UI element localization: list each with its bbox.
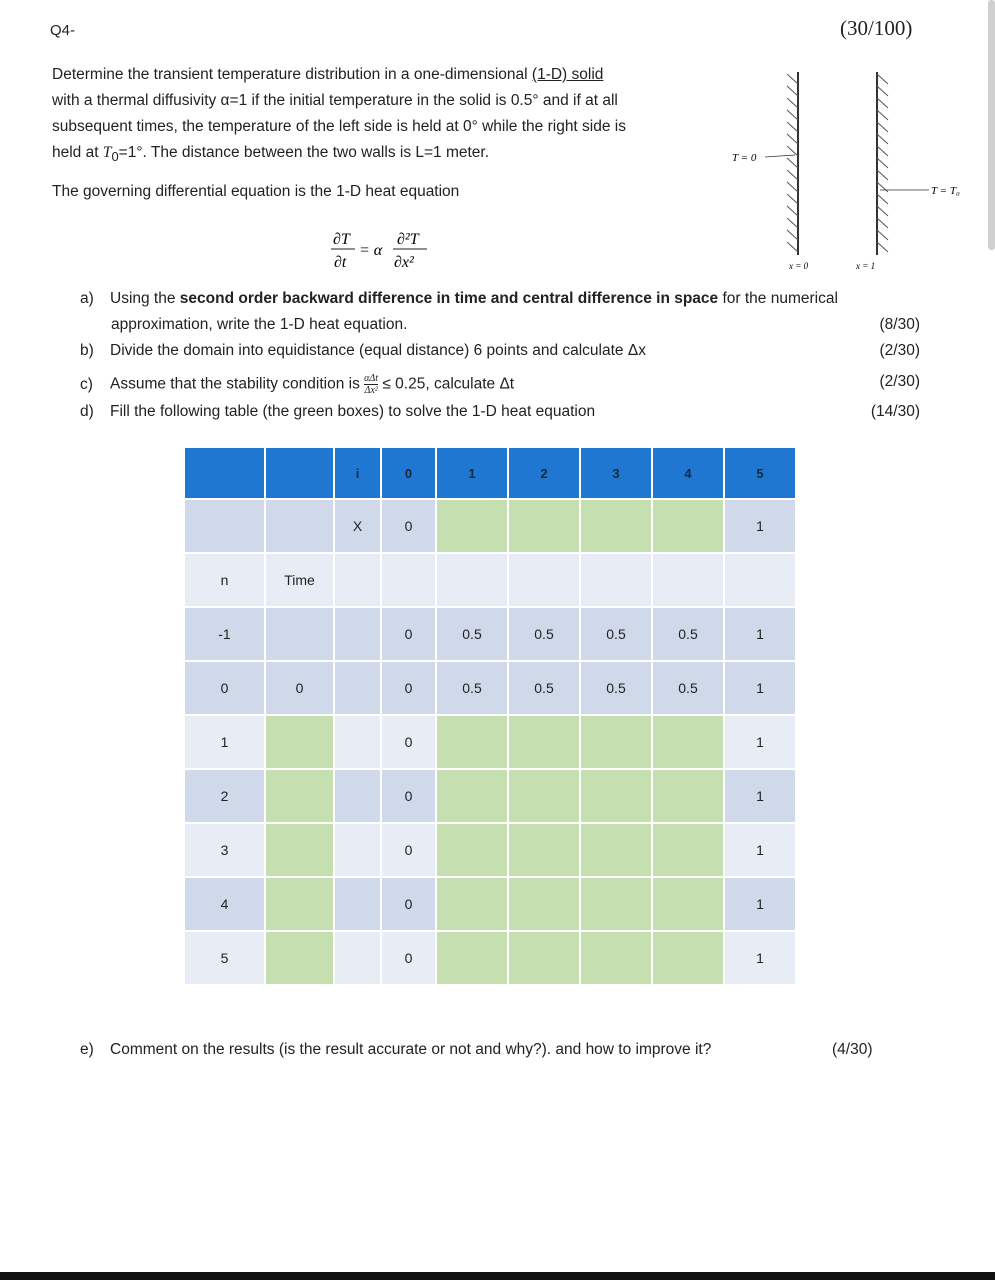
question-d xyxy=(80,403,595,421)
answer-cell[interactable] xyxy=(652,499,724,553)
table-row xyxy=(184,823,796,877)
answer-cell[interactable] xyxy=(436,931,508,985)
stability-den: Δx² xyxy=(364,385,378,396)
intro-line-2: with a thermal diffusivity α=1 if the initial temperature in the solid is 0.5° and if at all xyxy=(52,92,618,109)
table-cell: -1 xyxy=(184,607,265,661)
table-cell xyxy=(334,553,381,607)
answer-cell[interactable] xyxy=(508,931,580,985)
answer-cell[interactable] xyxy=(652,931,724,985)
table-cell: 0.5 xyxy=(436,607,508,661)
question-a-label: a) xyxy=(80,290,94,307)
table-cell xyxy=(334,769,381,823)
question-e xyxy=(80,1041,711,1059)
table-cell: 1 xyxy=(724,931,796,985)
answer-cell[interactable] xyxy=(436,499,508,553)
table-cell: 1 xyxy=(724,877,796,931)
table-cell xyxy=(334,877,381,931)
eq-equals-alpha: = α xyxy=(359,242,383,259)
table-cell: 0.5 xyxy=(508,661,580,715)
answer-cell[interactable] xyxy=(508,823,580,877)
problem-statement xyxy=(52,62,712,170)
answer-cell[interactable] xyxy=(580,931,652,985)
table-cell: 0 xyxy=(381,607,436,661)
heat-equation xyxy=(325,226,465,274)
intro-line-4-pre: held at xyxy=(52,144,103,161)
table-cell: 0.5 xyxy=(580,661,652,715)
right-wall-hatch xyxy=(877,74,888,252)
header-cell-1: 1 xyxy=(436,447,508,499)
table-cell: 0 xyxy=(265,661,334,715)
table-cell xyxy=(724,553,796,607)
eq-rhs-num: ∂²T xyxy=(397,231,419,248)
question-c xyxy=(80,373,514,396)
question-c-label: c) xyxy=(80,375,93,393)
header-cell-i: i xyxy=(334,447,381,499)
total-marks: (30/100) xyxy=(840,16,913,40)
answer-cell[interactable] xyxy=(508,715,580,769)
table-cell xyxy=(381,553,436,607)
x-label-cell: X xyxy=(334,499,381,553)
question-a-bold: second order backward difference in time and central difference in space xyxy=(179,290,719,307)
header-cell xyxy=(184,447,265,499)
table-row xyxy=(184,877,796,931)
header-cell-5: 5 xyxy=(724,447,796,499)
table-cell xyxy=(436,553,508,607)
x-row xyxy=(184,499,796,553)
question-number: Q4- xyxy=(50,22,76,39)
intro-line-1: Determine the transient temperature distribution in a one-dimensional xyxy=(52,66,532,83)
header-cell xyxy=(265,447,334,499)
answer-cell[interactable] xyxy=(652,715,724,769)
table-cell: 1 xyxy=(184,715,265,769)
answer-cell[interactable] xyxy=(508,877,580,931)
t0-symbol: T xyxy=(102,144,112,161)
answer-cell[interactable] xyxy=(580,769,652,823)
answer-cell[interactable] xyxy=(265,931,334,985)
answer-cell[interactable] xyxy=(436,877,508,931)
intro-line-3: subsequent times, the temperature of the left side is held at 0° while the right side is xyxy=(52,118,626,135)
table-cell: 1 xyxy=(724,823,796,877)
table-cell: 5 xyxy=(184,931,265,985)
question-d-label: d) xyxy=(80,403,94,420)
t0-subscript: 0 xyxy=(111,149,119,165)
question-b-text: Divide the domain into equidistance (equal distance) 6 points and calculate Δx xyxy=(110,342,646,359)
eq-rhs-den: ∂x² xyxy=(394,254,414,271)
table-cell xyxy=(265,499,334,553)
x1-label: x = 1 xyxy=(856,261,876,271)
table-cell: 0 xyxy=(381,769,436,823)
table-cell: 0.5 xyxy=(508,607,580,661)
table-cell: 4 xyxy=(184,877,265,931)
question-a-post: for the numerical xyxy=(718,290,838,307)
table-cell: 1 xyxy=(724,715,796,769)
label-row xyxy=(184,553,796,607)
x0-label: x = 0 xyxy=(789,261,809,271)
table-cell xyxy=(334,607,381,661)
table-cell: 1 xyxy=(724,769,796,823)
governing-text: The governing differential equation is the 1-D heat equation xyxy=(52,183,460,200)
question-e-label: e) xyxy=(80,1041,94,1058)
answer-cell[interactable] xyxy=(265,715,334,769)
bottom-border xyxy=(0,1272,995,1280)
question-c-post: ≤ 0.25, calculate Δt xyxy=(378,375,515,393)
table-cell: 0.5 xyxy=(436,661,508,715)
answer-cell[interactable] xyxy=(580,877,652,931)
answer-cell[interactable] xyxy=(436,823,508,877)
question-c-marks: (2/30) xyxy=(879,373,920,390)
table-cell: 1 xyxy=(724,499,796,553)
table-cell: 0 xyxy=(381,715,436,769)
answer-cell[interactable] xyxy=(580,499,652,553)
table-cell: 2 xyxy=(184,769,265,823)
table-cell xyxy=(334,661,381,715)
table-cell xyxy=(265,607,334,661)
answer-cell[interactable] xyxy=(436,769,508,823)
table-cell xyxy=(184,499,265,553)
question-b xyxy=(80,342,646,360)
table-cell xyxy=(652,553,724,607)
table-cell: 1 xyxy=(724,661,796,715)
answer-cell[interactable] xyxy=(265,769,334,823)
table-cell: 0 xyxy=(184,661,265,715)
header-cell-0: 0 xyxy=(381,447,436,499)
time-label-cell: Time xyxy=(265,553,334,607)
question-a-line-2: approximation, write the 1-D heat equation. xyxy=(111,316,408,333)
intro-underlined: (1-D) solid xyxy=(531,66,604,83)
question-b-label: b) xyxy=(80,342,94,359)
table-row xyxy=(184,931,796,985)
question-a-marks: (8/30) xyxy=(879,316,920,333)
answer-cell[interactable] xyxy=(265,877,334,931)
header-cell-2: 2 xyxy=(508,447,580,499)
table-cell: 0.5 xyxy=(652,661,724,715)
question-c-pre: Assume that the stability condition is xyxy=(110,375,365,393)
table-cell xyxy=(580,553,652,607)
table-cell: 0 xyxy=(381,499,436,553)
table-cell: 3 xyxy=(184,823,265,877)
table-row xyxy=(184,661,796,715)
table-row xyxy=(184,715,796,769)
left-temp-label: T = 0 xyxy=(732,152,757,164)
question-a-pre: Using the xyxy=(110,290,180,307)
question-e-text: Comment on the results (is the result accurate or not and why?). and how to improve it? xyxy=(110,1041,712,1058)
header-cell-4: 4 xyxy=(652,447,724,499)
table-header-row xyxy=(184,447,796,499)
solution-table xyxy=(183,446,797,986)
table-cell: 0 xyxy=(381,823,436,877)
table-cell: 1 xyxy=(724,607,796,661)
answer-cell[interactable] xyxy=(652,823,724,877)
stability-num: αΔt xyxy=(364,373,379,384)
left-wall-hatch xyxy=(787,74,798,252)
header-cell-3: 3 xyxy=(580,447,652,499)
right-temp-label: T = T₀ xyxy=(931,185,960,197)
question-b-marks: (2/30) xyxy=(879,342,920,359)
table-cell xyxy=(334,823,381,877)
answer-cell[interactable] xyxy=(508,499,580,553)
intro-line-4-post: =1°. The distance between the two walls is L=1 meter. xyxy=(118,144,490,161)
table-cell xyxy=(334,931,381,985)
table-row xyxy=(184,607,796,661)
answer-cell[interactable] xyxy=(436,715,508,769)
stability-fraction xyxy=(364,373,378,396)
question-a xyxy=(80,290,838,308)
answer-cell[interactable] xyxy=(652,877,724,931)
answer-cell[interactable] xyxy=(580,823,652,877)
n-label-cell: n xyxy=(184,553,265,607)
table-cell xyxy=(508,553,580,607)
question-d-text: Fill the following table (the green boxes) to solve the 1-D heat equation xyxy=(110,403,596,420)
table-cell xyxy=(334,715,381,769)
question-e-marks: (4/30) xyxy=(832,1041,873,1058)
table-cell: 0 xyxy=(381,661,436,715)
table-cell: 0.5 xyxy=(580,607,652,661)
eq-lhs-den: ∂t xyxy=(334,254,347,271)
answer-cell[interactable] xyxy=(508,769,580,823)
answer-cell[interactable] xyxy=(580,715,652,769)
table-cell: 0 xyxy=(381,877,436,931)
two-wall-diagram xyxy=(725,60,995,280)
table-row xyxy=(184,769,796,823)
eq-lhs-num: ∂T xyxy=(333,231,350,248)
table-cell: 0.5 xyxy=(652,607,724,661)
table-cell: 0 xyxy=(381,931,436,985)
question-d-marks: (14/30) xyxy=(870,403,920,420)
answer-cell[interactable] xyxy=(652,769,724,823)
answer-cell[interactable] xyxy=(265,823,334,877)
